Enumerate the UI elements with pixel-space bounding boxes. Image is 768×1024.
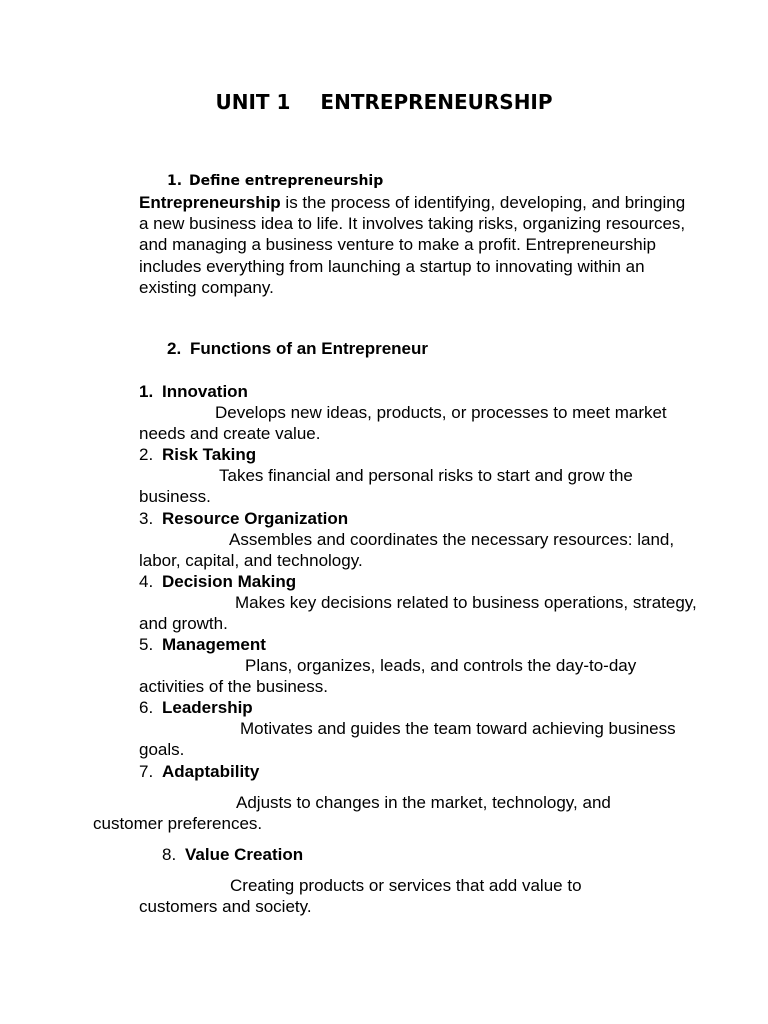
section2-number: 2. [167, 339, 182, 358]
function-description: Motivates and guides the team toward achieving business goals. [139, 719, 676, 760]
function-title: Innovation [162, 382, 248, 401]
function-description: Plans, organizes, leads, and controls the day-to-day activities of the business. [139, 656, 637, 697]
unit-label: UNIT 1 [215, 90, 291, 114]
function-description: Takes financial and personal risks to start and grow the business. [139, 466, 633, 507]
function-heading [139, 381, 248, 402]
function-heading [139, 571, 296, 592]
section1-heading [167, 173, 383, 189]
function-description: Assembles and coordinates the necessary resources: land, labor, capital, and technology. [139, 530, 675, 571]
function-title: Adaptability [162, 762, 260, 781]
function-number: 2. [139, 445, 154, 464]
page-title [0, 90, 768, 114]
unit-subject: ENTREPRENEURSHIP [320, 90, 553, 114]
function-title: Value Creation [185, 845, 304, 864]
function-description: Develops new ideas, products, or processes to meet market needs and create value. [139, 403, 667, 444]
function-heading [139, 444, 256, 465]
function-heading [139, 761, 259, 782]
function-number: 4. [139, 572, 154, 591]
function-number: 8. [162, 845, 177, 864]
function-number: 3. [139, 509, 154, 528]
function-title: Management [162, 635, 266, 654]
section2-heading-text: Functions of an Entrepreneur [190, 339, 429, 358]
function-number: 5. [139, 635, 154, 654]
function-heading [162, 844, 303, 865]
function-heading [139, 634, 266, 655]
function-number: 1. [139, 382, 154, 401]
function-heading [139, 697, 253, 718]
function-description: Adjusts to changes in the market, technology, and customer preferences. [93, 793, 611, 834]
section1-number: 1. [167, 173, 183, 189]
function-description: Makes key decisions related to business operations, strategy, and growth. [139, 593, 697, 634]
function-title: Leadership [162, 698, 253, 717]
section2-heading [167, 339, 428, 359]
function-description: Creating products or services that add value to customers and society. [139, 876, 582, 917]
definition-text: is the process of identifying, developing, and bringing a new business idea to life. It involves taking risks, organizing resources, and managing a business venture to make a profit. Entrepreneurship includes everything from launching a startup to innovating within an existing company. [139, 193, 686, 297]
definition-paragraph [139, 192, 699, 298]
function-heading [139, 508, 348, 529]
function-number: 6. [139, 698, 154, 717]
section1-heading-text: Define entrepreneurship [189, 173, 384, 189]
function-title: Decision Making [162, 572, 297, 591]
function-title: Resource Organization [162, 509, 349, 528]
definition-term: Entrepreneurship [139, 193, 281, 212]
function-number: 7. [139, 762, 154, 781]
function-title: Risk Taking [162, 445, 257, 464]
